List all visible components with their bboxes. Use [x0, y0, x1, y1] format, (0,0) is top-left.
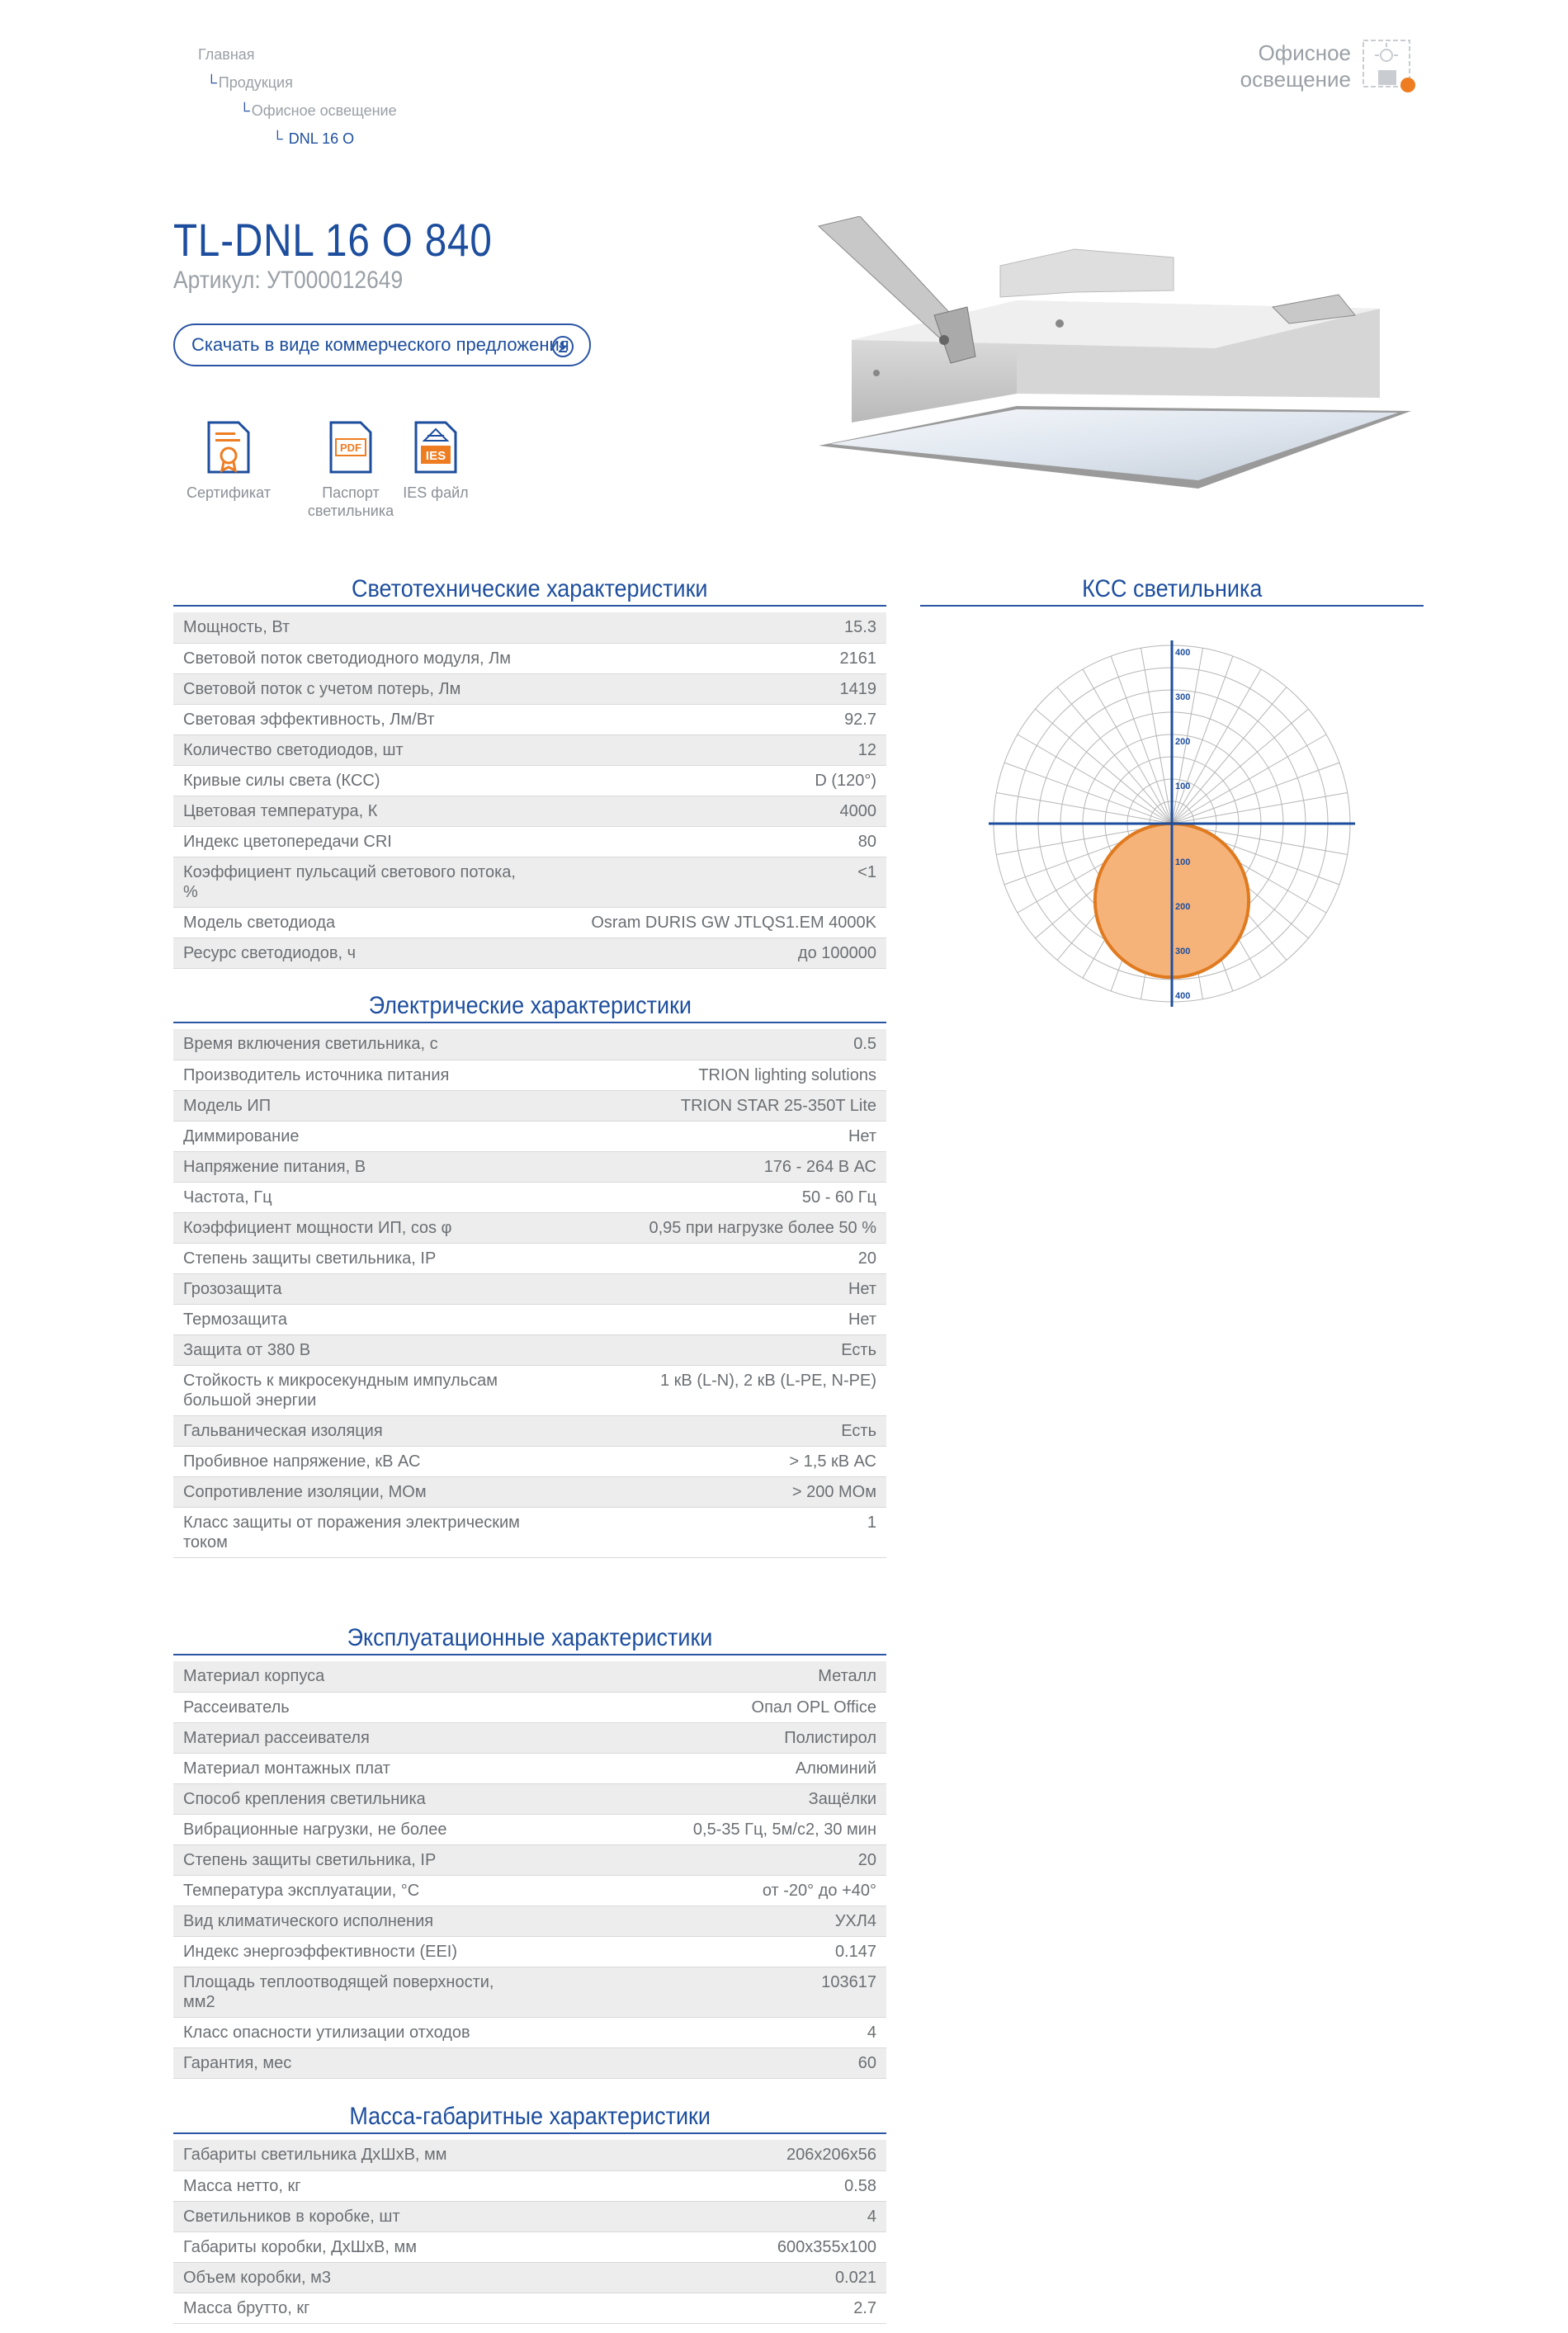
- product-title: TL-DNL 16 O 840: [173, 214, 493, 266]
- polar-tick-label: 200: [1175, 737, 1191, 747]
- spec-row: [173, 1273, 886, 1304]
- spec-key: Мощность, Вт: [183, 618, 290, 636]
- spec-value: 0.021: [834, 2268, 876, 2287]
- spec-key: Материал корпуса: [183, 1667, 325, 1685]
- download-icon: [551, 335, 574, 358]
- breadcrumb-label: DNL 16 O: [288, 130, 355, 147]
- spec-value: 1 кВ (L-N), 2 кВ (L-PE, N-PE): [660, 1371, 876, 1390]
- spec-row: [173, 1304, 886, 1334]
- ies-link[interactable]: [403, 419, 469, 502]
- spec-value: 1419: [839, 679, 876, 698]
- spec-value: Нет: [848, 1310, 876, 1329]
- spec-key: Гальваническая изоляция: [183, 1421, 383, 1440]
- spec-value: 176 - 264 В АС: [763, 1157, 876, 1176]
- spec-row: [173, 1415, 886, 1446]
- spec-row: [173, 1121, 886, 1151]
- spec-key: Температура эксплуатации, °С: [183, 1881, 420, 1900]
- spec-row: [173, 1783, 886, 1814]
- spec-value: 4: [867, 2023, 876, 2042]
- polar-tick-label: 100: [1175, 857, 1191, 867]
- spec-key: Площадь теплоотводящей поверхности, мм2: [183, 1972, 494, 2011]
- section-title-electrical: [173, 992, 886, 1023]
- spec-row: [173, 765, 886, 796]
- product-image: [810, 216, 1421, 497]
- polar-tick-label: 400: [1175, 648, 1191, 658]
- spec-value: 2161: [839, 649, 876, 668]
- spec-row: [173, 1446, 886, 1476]
- spec-row: [173, 937, 886, 968]
- polar-tick-label: 300: [1175, 692, 1191, 702]
- download-offer-button[interactable]: [173, 324, 591, 366]
- spec-value: от -20° до +40°: [762, 1881, 876, 1900]
- spec-row: [173, 1243, 886, 1273]
- spec-key: Степень защиты светильника, IP: [183, 1249, 437, 1268]
- spec-value: Защёлки: [808, 1789, 876, 1808]
- spec-value: 0.58: [844, 2176, 876, 2195]
- spec-row: [173, 612, 886, 643]
- download-offer-label: Скачать в виде коммерческого предложения: [191, 334, 569, 355]
- spec-value: TRION STAR 25-350T Lite: [680, 1096, 876, 1115]
- spec-key: Частота, Гц: [183, 1188, 272, 1207]
- ies-badge: IES: [425, 449, 446, 463]
- ies-caption: IES файл: [403, 484, 469, 501]
- spec-value: 15.3: [844, 618, 876, 636]
- spec-value: 0,95 при нагрузке более 50 %: [649, 1218, 876, 1237]
- spec-row: [173, 1967, 886, 2017]
- spec-value: 12: [857, 740, 876, 759]
- spec-value: Есть: [841, 1340, 876, 1359]
- spec-value: 80: [857, 832, 876, 851]
- passport-caption-2: светильника: [307, 503, 394, 519]
- spec-key: Стойкость к микросекундным импульсам большой энергии: [183, 1371, 498, 1410]
- spec-key: Индекс энергоэффективности (EEI): [183, 1942, 458, 1961]
- spec-row: [173, 673, 886, 704]
- polar-tick-label: 300: [1175, 947, 1191, 956]
- spec-row: [173, 2170, 886, 2201]
- spec-key: Габариты светильника ДхШхВ, мм: [183, 2146, 447, 2164]
- office-lighting-icon[interactable]: [1362, 39, 1418, 95]
- category-line1: Офисное: [1258, 40, 1351, 65]
- passport-caption-1: Паспорт: [322, 484, 380, 501]
- spec-key: Диммирование: [183, 1126, 300, 1145]
- section-title-text: Светотехнические характеристики: [352, 575, 708, 602]
- spec-row: [173, 2262, 886, 2293]
- breadcrumb-current: [272, 130, 354, 148]
- section-title-text: Электрические характеристики: [368, 992, 692, 1019]
- section-title-operational: [173, 1624, 886, 1655]
- spec-key: Грозозащита: [183, 1279, 282, 1298]
- spec-value: 103617: [821, 1972, 876, 1991]
- spec-row: [173, 1753, 886, 1783]
- spec-row: [173, 1814, 886, 1844]
- spec-value: > 200 МОм: [791, 1482, 876, 1501]
- dimensions-spec-table: [173, 2140, 886, 2324]
- spec-key: Материал рассеивателя: [183, 1728, 370, 1747]
- spec-row: [173, 1692, 886, 1722]
- spec-value: 50 - 60 Гц: [801, 1188, 876, 1207]
- spec-value: 4000: [839, 801, 876, 820]
- spec-key: Модель светодиода: [183, 913, 336, 932]
- spec-row: [173, 1906, 886, 1936]
- spec-key: Вибрационные нагрузки, не более: [183, 1820, 447, 1839]
- category-line2: освещение: [1240, 67, 1351, 92]
- corner-arrow-icon: └: [206, 74, 217, 91]
- spec-key: Объем коробки, м3: [183, 2268, 331, 2287]
- spec-key: Класс защиты от поражения электрическим током: [183, 1513, 520, 1551]
- spec-value: 0.5: [853, 1035, 876, 1053]
- spec-key: Класс опасности утилизации отходов: [183, 2023, 470, 2042]
- spec-key: Количество светодиодов, шт: [183, 740, 404, 759]
- section-title-light: [173, 575, 886, 607]
- spec-key: Габариты коробки, ДхШхВ, мм: [183, 2237, 417, 2256]
- spec-value: 4: [867, 2207, 876, 2226]
- spec-row: [173, 1722, 886, 1753]
- section-title-text: КСС светильника: [1081, 575, 1263, 602]
- breadcrumb-label[interactable]: Главная: [198, 46, 255, 63]
- spec-value: Есть: [841, 1421, 876, 1440]
- spec-key: Гарантия, мес: [183, 2053, 292, 2072]
- spec-value: Алюминий: [795, 1759, 876, 1778]
- spec-row: [173, 1151, 886, 1182]
- breadcrumb-home[interactable]: [198, 46, 255, 64]
- spec-key: Пробивное напряжение, кВ АС: [183, 1452, 421, 1471]
- spec-row: [173, 826, 886, 857]
- spec-key: Световой поток с учетом потерь, Лм: [183, 679, 461, 698]
- breadcrumb-label[interactable]: Офисное освещение: [251, 102, 397, 119]
- spec-row: [173, 2201, 886, 2231]
- polar-tick-label: 200: [1175, 902, 1191, 912]
- spec-value: 206x206x56: [786, 2146, 876, 2164]
- spec-row: [173, 2140, 886, 2170]
- spec-value: 20: [857, 1850, 876, 1869]
- spec-key: Защита от 380 В: [183, 1340, 311, 1359]
- passport-link[interactable]: [305, 419, 396, 520]
- light-spec-table: [173, 612, 886, 969]
- spec-value: Опал OPL Office: [751, 1698, 876, 1717]
- section-title-text: Масса-габаритные характеристики: [349, 2103, 711, 2130]
- breadcrumb-office-lighting[interactable]: [239, 102, 397, 120]
- spec-row: [173, 1060, 886, 1090]
- polar-tick-label: 100: [1175, 782, 1191, 791]
- spec-key: Коэффициент пульсаций светового потока, %: [183, 862, 516, 901]
- spec-row: [173, 1029, 886, 1060]
- pdf-icon: [328, 419, 374, 475]
- spec-key: Кривые силы света (КСС): [183, 771, 380, 790]
- certificate-link[interactable]: [182, 419, 276, 502]
- spec-row: [173, 2293, 886, 2323]
- spec-value: УХЛ4: [834, 1911, 876, 1930]
- spec-value: Нет: [848, 1279, 876, 1298]
- spec-value: Нет: [848, 1126, 876, 1145]
- certificate-caption: Сертификат: [187, 484, 271, 501]
- ksc-polar-chart: [982, 634, 1362, 1013]
- section-title-dimensions: [173, 2103, 886, 2134]
- breadcrumb-label[interactable]: Продукция: [218, 74, 293, 91]
- spec-key: Масса нетто, кг: [183, 2176, 301, 2195]
- spec-value: 60: [857, 2053, 876, 2072]
- spec-value: 1: [867, 1513, 876, 1532]
- spec-key: Модель ИП: [183, 1096, 272, 1115]
- spec-key: Цветовая температура, К: [183, 801, 378, 820]
- operational-spec-table: [173, 1661, 886, 2079]
- spec-key: Масса брутто, кг: [183, 2298, 310, 2317]
- corner-arrow-icon: └: [272, 130, 283, 147]
- section-title-text: Эксплуатационные характеристики: [347, 1624, 713, 1651]
- spec-row: [173, 1334, 886, 1365]
- spec-key: Термозащита: [183, 1310, 287, 1329]
- spec-key: Рассеиватель: [183, 1698, 290, 1717]
- product-article: Артикул: УТ000012649: [173, 267, 404, 294]
- spec-row: [173, 643, 886, 673]
- spec-value: 0,5-35 Гц, 5м/с2, 30 мин: [692, 1820, 876, 1839]
- spec-row: [173, 2047, 886, 2078]
- spec-value: 0.147: [834, 1942, 876, 1961]
- spec-row: [173, 1936, 886, 1967]
- spec-row: [173, 1182, 886, 1212]
- spec-row: [173, 704, 886, 734]
- ies-file-icon: [413, 419, 459, 475]
- spec-key: Материал монтажных плат: [183, 1759, 390, 1778]
- spec-row: [173, 1476, 886, 1507]
- category-label[interactable]: [1240, 40, 1351, 92]
- spec-value: Osram DURIS GW JTLQS1.EM 4000K: [591, 913, 876, 932]
- spec-value: <1: [857, 862, 876, 881]
- spec-row: [173, 2017, 886, 2047]
- spec-value: до 100000: [797, 943, 876, 962]
- certificate-icon: [205, 419, 252, 475]
- breadcrumb-products[interactable]: [206, 74, 293, 92]
- spec-value: TRION lighting solutions: [698, 1065, 876, 1084]
- electrical-spec-table: [173, 1029, 886, 1558]
- spec-key: Время включения светильника, с: [183, 1035, 438, 1053]
- spec-key: Коэффициент мощности ИП, cos φ: [183, 1218, 452, 1237]
- section-title-ksc: [920, 575, 1424, 607]
- spec-key: Световая эффективность, Лм/Вт: [183, 710, 435, 729]
- spec-value: 2.7: [853, 2298, 876, 2317]
- spec-row: [173, 1090, 886, 1121]
- spec-value: 20: [857, 1249, 876, 1268]
- spec-row: [173, 1507, 886, 1557]
- polar-tick-label: 400: [1175, 991, 1191, 1001]
- spec-key: Вид климатического исполнения: [183, 1911, 434, 1930]
- spec-row: [173, 2231, 886, 2262]
- spec-row: [173, 796, 886, 826]
- spec-key: Степень защиты светильника, IP: [183, 1850, 437, 1869]
- spec-key: Световой поток светодиодного модуля, Лм: [183, 649, 512, 668]
- spec-value: 600x355x100: [777, 2237, 876, 2256]
- spec-key: Производитель источника питания: [183, 1065, 450, 1084]
- spec-row: [173, 1875, 886, 1906]
- spec-row: [173, 907, 886, 937]
- spec-key: Светильников в коробке, шт: [183, 2207, 400, 2226]
- spec-key: Сопротивление изоляции, МОм: [183, 1482, 427, 1501]
- pdf-badge: PDF: [340, 442, 361, 454]
- spec-key: Индекс цветопередачи CRI: [183, 832, 392, 851]
- spec-key: Способ крепления светильника: [183, 1789, 426, 1808]
- spec-row: [173, 1212, 886, 1243]
- spec-row: [173, 734, 886, 765]
- spec-value: > 1,5 кВ АС: [789, 1452, 876, 1471]
- spec-key: Напряжение питания, В: [183, 1157, 366, 1176]
- spec-value: D (120°): [815, 771, 876, 790]
- spec-row: [173, 857, 886, 907]
- spec-value: Металл: [818, 1667, 876, 1685]
- spec-row: [173, 1844, 886, 1875]
- spec-value: 92.7: [844, 710, 876, 729]
- spec-key: Ресурс светодиодов, ч: [183, 943, 356, 962]
- spec-value: Полистирол: [784, 1728, 876, 1747]
- corner-arrow-icon: └: [239, 102, 250, 119]
- spec-row: [173, 1661, 886, 1692]
- spec-row: [173, 1365, 886, 1415]
